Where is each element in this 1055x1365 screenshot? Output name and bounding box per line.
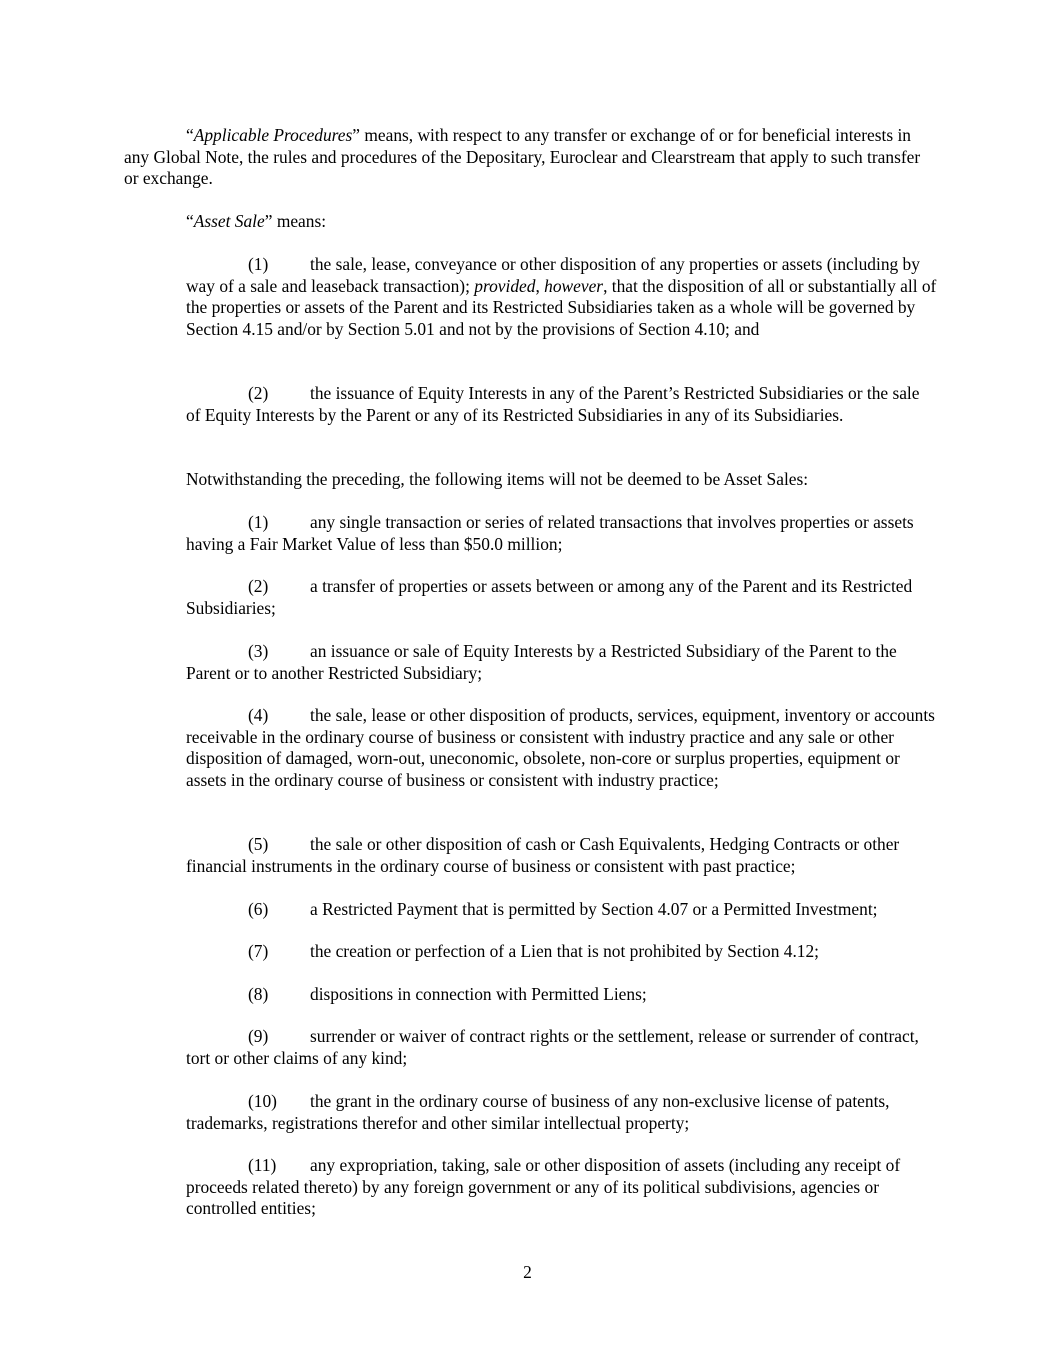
exclusion-item-2 [186, 576, 938, 619]
item-text: , that the disposition of all or substantially all of the properties or assets of the Parent and its Restricted Subsidiaries taken as a whole will be governed by Section 4.15 and/or by Section 5.01 and not by the provisions of Section 4.10; and [186, 275, 937, 339]
item-number: (2) [248, 383, 269, 403]
close-quote: ” [264, 211, 273, 231]
item-number: (7) [248, 941, 269, 961]
item-number: (5) [248, 834, 269, 854]
item-text: , [535, 275, 545, 296]
item-number: (1) [248, 254, 269, 274]
item-text: the grant in the ordinary course of business of any non-exclusive license of patents, trademarks, registrations therefor and other similar intellectual property; [186, 1091, 890, 1133]
exclusion-item-9 [186, 1026, 938, 1069]
notwithstanding-paragraph: Notwithstanding the preceding, the following items will not be deemed to be Asset Sales: [186, 469, 809, 489]
definition-text: means: [272, 211, 327, 231]
italic-provided: provided [474, 275, 536, 296]
item-text: a transfer of properties or assets between or among any of the Parent and its Restricted Subsidiaries; [186, 576, 913, 618]
item-number: (3) [248, 641, 269, 661]
exclusion-item-1 [186, 512, 938, 555]
exclusion-item-10 [186, 1091, 938, 1134]
item-text: the sale, lease, conveyance or other disposition of any properties or assets (including by way of a sale and leaseback transaction); [186, 254, 920, 296]
item-text: dispositions in connection with Permitted Liens; [310, 984, 647, 1004]
exclusion-item-11 [186, 1155, 938, 1220]
item-number: (9) [248, 1026, 269, 1046]
exclusion-item-8 [186, 984, 938, 1006]
defined-term: Applicable Procedures [193, 125, 353, 145]
definition-asset-sale [186, 211, 926, 233]
item-number: (10) [248, 1091, 277, 1111]
item-text: the creation or perfection of a Lien that is not prohibited by Section 4.12; [310, 941, 820, 961]
defined-term: Asset Sale [193, 211, 265, 231]
open-quote: “ [186, 211, 194, 231]
open-quote: “ [186, 125, 194, 145]
close-quote: ” [352, 125, 361, 145]
item-number: (4) [248, 705, 269, 725]
exclusion-item-7 [186, 941, 938, 963]
page-number: 2 [523, 1262, 532, 1282]
exclusion-item-3 [186, 641, 938, 684]
asset-sale-item-1 [186, 254, 938, 340]
exclusion-item-5 [186, 834, 938, 877]
definition-text: means, with respect to any transfer or exchange of or for beneficial interests in any Global Note, the rules and procedures of the Depositary, Euroclear and Clearstream that apply to such transfer or exchange. [124, 125, 921, 189]
item-text: any expropriation, taking, sale or other disposition of assets (including any receipt of proceeds related thereto) by any foreign government or any of its political subdivisions, agencies or controlled entities; [186, 1155, 901, 1219]
item-text: surrender or waiver of contract rights or the settlement, release or surrender of contract, tort or other claims of any kind; [186, 1026, 919, 1068]
asset-sale-item-2 [186, 383, 938, 426]
item-number: (11) [248, 1155, 277, 1175]
exclusion-item-4 [186, 705, 938, 791]
item-number: (2) [248, 576, 269, 596]
item-text: an issuance or sale of Equity Interests by a Restricted Subsidiary of the Parent to the Parent or to another Restricted Subsidiary; [186, 641, 897, 683]
item-number: (6) [248, 899, 269, 919]
item-text: the sale, lease or other disposition of products, services, equipment, inventory or accounts receivable in the ordinary course of business or consistent with industry practice and any sale or other disposition of damaged, worn-out, uneconomic, obsolete, non-core or surplus properties, equipment or assets in the ordinary course of business or consistent with industry practice; [186, 705, 935, 790]
definition-applicable-procedures [124, 125, 924, 190]
item-number: (8) [248, 984, 269, 1004]
item-text: the sale or other disposition of cash or Cash Equivalents, Hedging Contracts or other financial instruments in the ordinary course of business or consistent with past practice; [186, 834, 900, 876]
exclusion-item-6 [186, 899, 938, 921]
italic-however: however [544, 275, 604, 296]
item-number: (1) [248, 512, 269, 532]
item-text: a Restricted Payment that is permitted by Section 4.07 or a Permitted Investment; [310, 899, 878, 919]
item-text: the issuance of Equity Interests in any of the Parent’s Restricted Subsidiaries or the sale of Equity Interests by the Parent or any of its Restricted Subsidiaries in any of its Subsidiaries. [186, 383, 920, 425]
item-text: any single transaction or series of related transactions that involves properties or assets having a Fair Market Value of less than $50.0 million; [186, 512, 914, 554]
